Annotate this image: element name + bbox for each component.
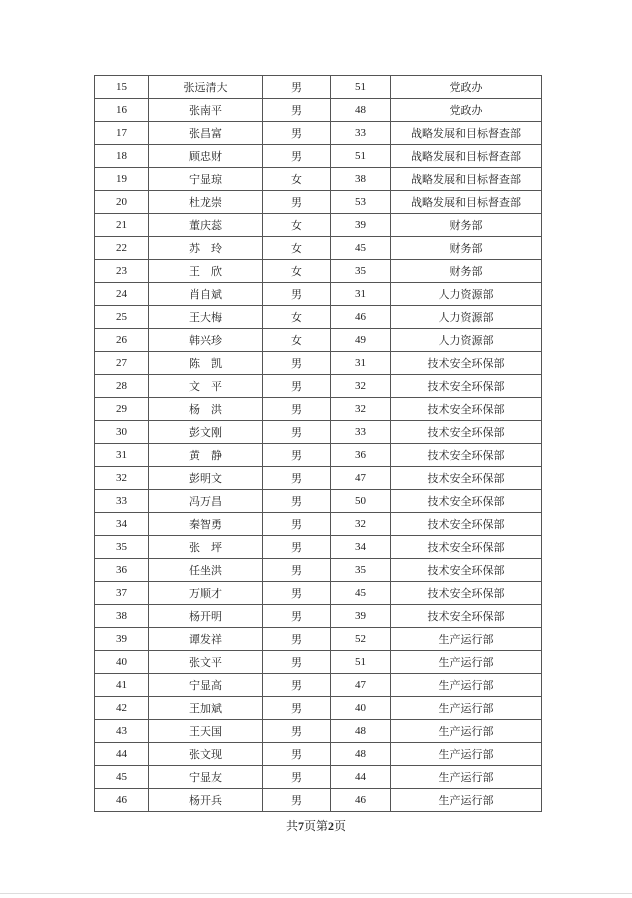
name-cell: 王天国 [149, 720, 263, 743]
row-number-cell: 18 [95, 145, 149, 168]
age-cell: 47 [331, 674, 391, 697]
department-cell: 人力资源部 [391, 306, 542, 329]
row-number-cell: 22 [95, 237, 149, 260]
gender-cell: 男 [263, 467, 331, 490]
name-cell: 宁显友 [149, 766, 263, 789]
age-cell: 52 [331, 628, 391, 651]
row-number-cell: 20 [95, 191, 149, 214]
gender-cell: 男 [263, 720, 331, 743]
table-row [95, 214, 542, 237]
age-cell: 44 [331, 766, 391, 789]
table-row [95, 122, 542, 145]
age-cell: 48 [331, 743, 391, 766]
gender-cell: 男 [263, 605, 331, 628]
name-cell: 宁显高 [149, 674, 263, 697]
age-cell: 45 [331, 582, 391, 605]
age-cell: 34 [331, 536, 391, 559]
department-cell: 技术安全环保部 [391, 490, 542, 513]
name-cell: 宁显琼 [149, 168, 263, 191]
age-cell: 36 [331, 444, 391, 467]
department-cell: 财务部 [391, 214, 542, 237]
gender-cell: 男 [263, 398, 331, 421]
table-row [95, 444, 542, 467]
name-cell: 陈 凯 [149, 352, 263, 375]
row-number-cell: 15 [95, 76, 149, 99]
gender-cell: 男 [263, 582, 331, 605]
row-number-cell: 29 [95, 398, 149, 421]
gender-cell: 男 [263, 99, 331, 122]
department-cell: 生产运行部 [391, 789, 542, 812]
table-row [95, 168, 542, 191]
gender-cell: 男 [263, 697, 331, 720]
name-cell: 杨 洪 [149, 398, 263, 421]
table-row [95, 467, 542, 490]
gender-cell: 男 [263, 513, 331, 536]
age-cell: 31 [331, 283, 391, 306]
row-number-cell: 26 [95, 329, 149, 352]
age-cell: 46 [331, 306, 391, 329]
table-row [95, 76, 542, 99]
age-cell: 39 [331, 605, 391, 628]
row-number-cell: 27 [95, 352, 149, 375]
table-row [95, 697, 542, 720]
age-cell: 48 [331, 99, 391, 122]
age-cell: 53 [331, 191, 391, 214]
name-cell: 张南平 [149, 99, 263, 122]
department-cell: 生产运行部 [391, 697, 542, 720]
name-cell: 彭文刚 [149, 421, 263, 444]
table-row [95, 421, 542, 444]
row-number-cell: 41 [95, 674, 149, 697]
table-row [95, 352, 542, 375]
gender-cell: 男 [263, 444, 331, 467]
department-cell: 战略发展和目标督查部 [391, 191, 542, 214]
gender-cell: 男 [263, 352, 331, 375]
gender-cell: 女 [263, 214, 331, 237]
row-number-cell: 46 [95, 789, 149, 812]
age-cell: 32 [331, 513, 391, 536]
name-cell: 王 欣 [149, 260, 263, 283]
gender-cell: 男 [263, 421, 331, 444]
department-cell: 技术安全环保部 [391, 513, 542, 536]
department-cell: 技术安全环保部 [391, 421, 542, 444]
department-cell: 人力资源部 [391, 329, 542, 352]
gender-cell: 男 [263, 122, 331, 145]
gender-cell: 男 [263, 191, 331, 214]
page-footer [0, 817, 632, 834]
table-row [95, 513, 542, 536]
gender-cell: 男 [263, 674, 331, 697]
gender-cell: 男 [263, 375, 331, 398]
name-cell: 肖自斌 [149, 283, 263, 306]
table-row [95, 191, 542, 214]
footer-current-page: 2 [328, 819, 334, 833]
row-number-cell: 37 [95, 582, 149, 605]
page-bottom-divider [0, 893, 632, 894]
row-number-cell: 30 [95, 421, 149, 444]
department-cell: 技术安全环保部 [391, 559, 542, 582]
name-cell: 王加斌 [149, 697, 263, 720]
footer-middle: 页第 [303, 819, 328, 833]
gender-cell: 男 [263, 789, 331, 812]
department-cell: 生产运行部 [391, 766, 542, 789]
table-row [95, 674, 542, 697]
gender-cell: 男 [263, 766, 331, 789]
table-row [95, 99, 542, 122]
row-number-cell: 23 [95, 260, 149, 283]
gender-cell: 男 [263, 651, 331, 674]
age-cell: 33 [331, 122, 391, 145]
name-cell: 董庆蕊 [149, 214, 263, 237]
department-cell: 战略发展和目标督查部 [391, 122, 542, 145]
gender-cell: 女 [263, 306, 331, 329]
name-cell: 彭明文 [149, 467, 263, 490]
name-cell: 秦智勇 [149, 513, 263, 536]
age-cell: 38 [331, 168, 391, 191]
name-cell: 谭发祥 [149, 628, 263, 651]
age-cell: 45 [331, 237, 391, 260]
personnel-table-body [95, 76, 542, 812]
gender-cell: 男 [263, 628, 331, 651]
department-cell: 战略发展和目标督查部 [391, 145, 542, 168]
gender-cell: 男 [263, 536, 331, 559]
department-cell: 生产运行部 [391, 720, 542, 743]
gender-cell: 男 [263, 76, 331, 99]
name-cell: 张远清大 [149, 76, 263, 99]
row-number-cell: 16 [95, 99, 149, 122]
age-cell: 39 [331, 214, 391, 237]
name-cell: 杜龙崇 [149, 191, 263, 214]
row-number-cell: 17 [95, 122, 149, 145]
department-cell: 技术安全环保部 [391, 375, 542, 398]
row-number-cell: 25 [95, 306, 149, 329]
personnel-table [94, 75, 542, 812]
row-number-cell: 39 [95, 628, 149, 651]
department-cell: 人力资源部 [391, 283, 542, 306]
table-row [95, 283, 542, 306]
name-cell: 万顺才 [149, 582, 263, 605]
gender-cell: 男 [263, 743, 331, 766]
name-cell: 黄 静 [149, 444, 263, 467]
table-row [95, 306, 542, 329]
age-cell: 32 [331, 398, 391, 421]
department-cell: 技术安全环保部 [391, 536, 542, 559]
department-cell: 技术安全环保部 [391, 398, 542, 421]
age-cell: 51 [331, 651, 391, 674]
age-cell: 32 [331, 375, 391, 398]
age-cell: 50 [331, 490, 391, 513]
row-number-cell: 31 [95, 444, 149, 467]
department-cell: 财务部 [391, 237, 542, 260]
gender-cell: 男 [263, 559, 331, 582]
department-cell: 技术安全环保部 [391, 352, 542, 375]
table-row [95, 743, 542, 766]
footer-prefix: 共 [285, 819, 298, 833]
department-cell: 技术安全环保部 [391, 582, 542, 605]
age-cell: 31 [331, 352, 391, 375]
gender-cell: 男 [263, 283, 331, 306]
row-number-cell: 32 [95, 467, 149, 490]
table-row [95, 490, 542, 513]
age-cell: 51 [331, 76, 391, 99]
name-cell: 张文现 [149, 743, 263, 766]
row-number-cell: 45 [95, 766, 149, 789]
age-cell: 35 [331, 559, 391, 582]
table-row [95, 145, 542, 168]
row-number-cell: 43 [95, 720, 149, 743]
table-row [95, 237, 542, 260]
name-cell: 张文平 [149, 651, 263, 674]
department-cell: 党政办 [391, 76, 542, 99]
department-cell: 党政办 [391, 99, 542, 122]
age-cell: 49 [331, 329, 391, 352]
footer-suffix: 页 [334, 819, 347, 833]
gender-cell: 女 [263, 329, 331, 352]
row-number-cell: 21 [95, 214, 149, 237]
table-row [95, 789, 542, 812]
department-cell: 财务部 [391, 260, 542, 283]
table-row [95, 536, 542, 559]
age-cell: 47 [331, 467, 391, 490]
name-cell: 冯万昌 [149, 490, 263, 513]
name-cell: 张昌富 [149, 122, 263, 145]
department-cell: 生产运行部 [391, 743, 542, 766]
footer-total-pages: 7 [297, 819, 304, 833]
name-cell: 任坐洪 [149, 559, 263, 582]
department-cell: 技术安全环保部 [391, 444, 542, 467]
table-row [95, 559, 542, 582]
name-cell: 张 坪 [149, 536, 263, 559]
gender-cell: 女 [263, 260, 331, 283]
row-number-cell: 36 [95, 559, 149, 582]
name-cell: 韩兴珍 [149, 329, 263, 352]
gender-cell: 男 [263, 145, 331, 168]
age-cell: 35 [331, 260, 391, 283]
age-cell: 48 [331, 720, 391, 743]
table-row [95, 628, 542, 651]
table-row [95, 375, 542, 398]
table-row [95, 329, 542, 352]
department-cell: 生产运行部 [391, 674, 542, 697]
age-cell: 51 [331, 145, 391, 168]
department-cell: 战略发展和目标督查部 [391, 168, 542, 191]
department-cell: 技术安全环保部 [391, 605, 542, 628]
department-cell: 生产运行部 [391, 651, 542, 674]
row-number-cell: 38 [95, 605, 149, 628]
gender-cell: 女 [263, 237, 331, 260]
department-cell: 技术安全环保部 [391, 467, 542, 490]
table-row [95, 651, 542, 674]
name-cell: 杨开明 [149, 605, 263, 628]
age-cell: 33 [331, 421, 391, 444]
row-number-cell: 35 [95, 536, 149, 559]
row-number-cell: 40 [95, 651, 149, 674]
name-cell: 文 平 [149, 375, 263, 398]
table-row [95, 720, 542, 743]
age-cell: 40 [331, 697, 391, 720]
table-row [95, 398, 542, 421]
name-cell: 顾忠财 [149, 145, 263, 168]
row-number-cell: 24 [95, 283, 149, 306]
row-number-cell: 33 [95, 490, 149, 513]
table-row [95, 766, 542, 789]
row-number-cell: 28 [95, 375, 149, 398]
table-row [95, 605, 542, 628]
row-number-cell: 19 [95, 168, 149, 191]
gender-cell: 男 [263, 490, 331, 513]
row-number-cell: 42 [95, 697, 149, 720]
row-number-cell: 44 [95, 743, 149, 766]
table-row [95, 260, 542, 283]
age-cell: 46 [331, 789, 391, 812]
table-row [95, 582, 542, 605]
name-cell: 杨开兵 [149, 789, 263, 812]
row-number-cell: 34 [95, 513, 149, 536]
gender-cell: 女 [263, 168, 331, 191]
name-cell: 苏 玲 [149, 237, 263, 260]
department-cell: 生产运行部 [391, 628, 542, 651]
name-cell: 王大梅 [149, 306, 263, 329]
